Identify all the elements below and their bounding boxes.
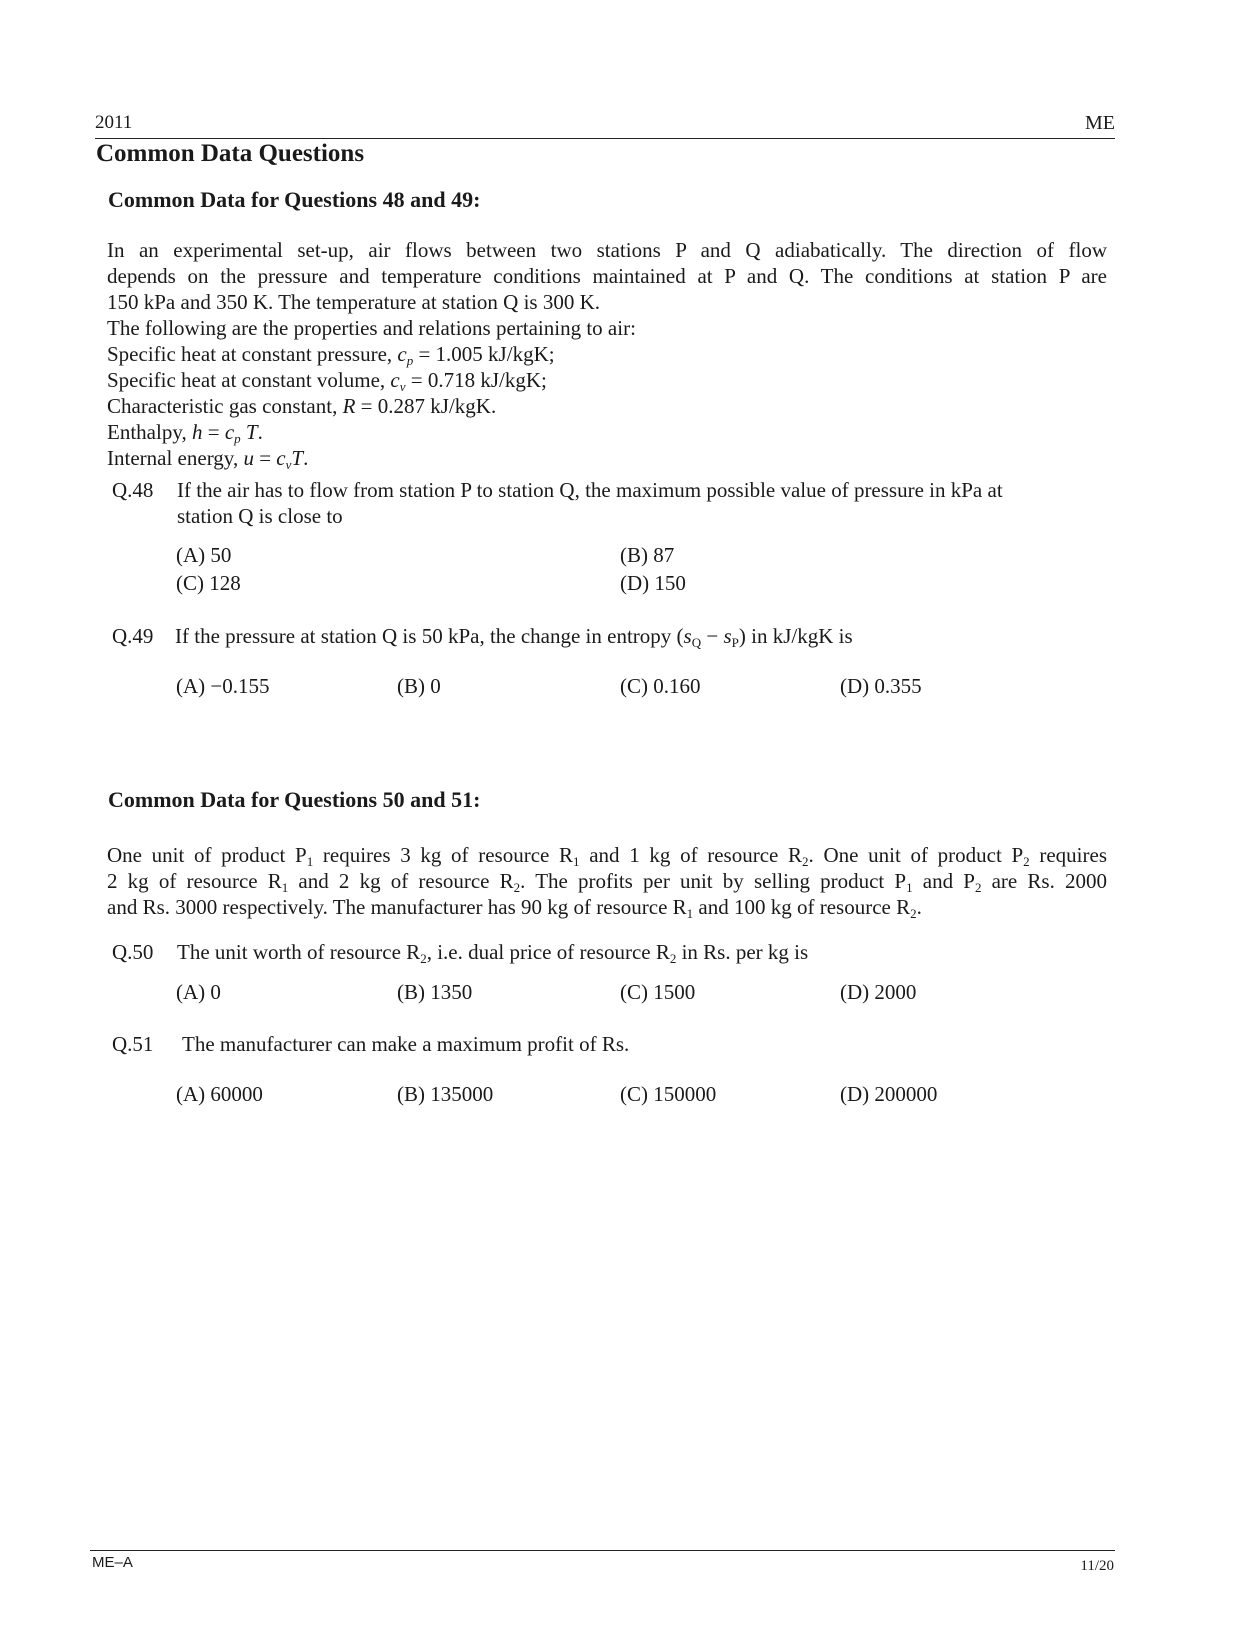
page-header: [95, 110, 1115, 139]
enthalpy-relation: Enthalpy, $h = c_p$ T.: [107, 420, 263, 446]
cd2-line-3: and Rs. 3000 respectively. The manufacturer has 90 kg of resource $R_1$ and 100 kg of resource $R_2$.: [107, 895, 922, 921]
question-48-number: Q.48: [112, 478, 154, 502]
header-year: 2011: [95, 112, 133, 133]
q50-option-a: (A) 0: [176, 980, 221, 1004]
common-data-heading-50-51: Common Data for Questions 50 and 51:: [108, 787, 481, 812]
q50-option-b: (B) 1350: [397, 980, 473, 1004]
q51-option-a: (A) 60000: [176, 1082, 263, 1106]
question-50: [112, 939, 1112, 969]
cp-relation: Specific heat at constant pressure, $c_p = 1.005$ kJ/kgK;: [107, 342, 555, 368]
q51-option-d: (D) 200000: [840, 1082, 938, 1106]
header-paper-code: ME: [1085, 112, 1115, 134]
q50-option-c: (C) 1500: [620, 980, 696, 1004]
footer-rule: [90, 1550, 1115, 1553]
question-49-number: Q.49: [112, 624, 154, 648]
cd2-line-1: One unit of product $P_1$ requires 3 kg of resource $R_1$ and 1 kg of resource $R_2$. One unit of product $P_2$ requires: [107, 843, 1107, 869]
common-data-heading-48-49: Common Data for Questions 48 and 49:: [108, 187, 481, 212]
q49-option-b: (B) 0: [397, 674, 441, 698]
section-title: Common Data Questions: [96, 140, 365, 167]
q48-option-d: (D) 150: [620, 571, 686, 595]
cd2-line-2: 2 kg of resource $R_1$ and 2 kg of resource $R_2$. The profits per unit by selling product $P_1$ and $P_2$ are Rs. 2000: [107, 869, 1107, 895]
question-51-text: The manufacturer can make a maximum profit of Rs.: [182, 1032, 630, 1056]
q51-option-c: (C) 150000: [620, 1082, 717, 1106]
q50-option-d: (D) 2000: [840, 980, 917, 1004]
question-48: [112, 477, 1112, 537]
footer-page-number: 11/20: [1080, 1558, 1114, 1574]
q48-option-a: (A) 50: [176, 543, 232, 567]
q48-option-c: (C) 128: [176, 571, 241, 595]
cd1-line-2: depends on the pressure and temperature conditions maintained at P and Q. The conditions at station P are: [107, 264, 1107, 288]
q49-option-c: (C) 0.160: [620, 674, 701, 698]
common-data-50-51-text: [107, 842, 1107, 920]
common-data-48-49-text: [107, 237, 1107, 471]
cv-relation: Specific heat at constant volume, $c_v = 0.718$ kJ/kgK;: [107, 368, 547, 394]
question-49: [112, 623, 1112, 653]
q48-option-b: (B) 87: [620, 543, 675, 567]
footer-paper-code: ME–A: [92, 1554, 133, 1571]
question-50-number: Q.50: [112, 940, 154, 964]
q49-option-d: (D) 0.355: [840, 674, 922, 698]
q49-option-a: (A) −0.155: [176, 674, 270, 698]
cd1-line-1: In an experimental set-up, air flows between two stations P and Q adiabatically. The direction of flow: [107, 238, 1107, 262]
q51-option-b: (B) 135000: [397, 1082, 494, 1106]
question-49-text: If the pressure at station Q is 50 kPa, the change in entropy $(s_Q - s_P)$ in kJ/kgK is: [175, 624, 853, 650]
question-51-number: Q.51: [112, 1032, 154, 1056]
cd1-line-4: The following are the properties and relations pertaining to air:: [107, 316, 636, 340]
question-48-text: If the air has to flow from station P to station Q, the maximum possible value of pressure in kPa at station Q is close to: [177, 478, 1003, 528]
cd1-line-3: 150 kPa and 350 K. The temperature at station Q is 300 K.: [107, 290, 601, 314]
question-51: [112, 1031, 1112, 1061]
r-relation: Characteristic gas constant, R = 0.287 kJ/kgK.: [107, 394, 497, 418]
internal-energy-relation: Internal energy, $u = c_vT$.: [107, 446, 309, 472]
question-50-text: The unit worth of resource $R_2$, i.e. dual price of resource $R_2$ in Rs. per kg is: [177, 940, 809, 966]
